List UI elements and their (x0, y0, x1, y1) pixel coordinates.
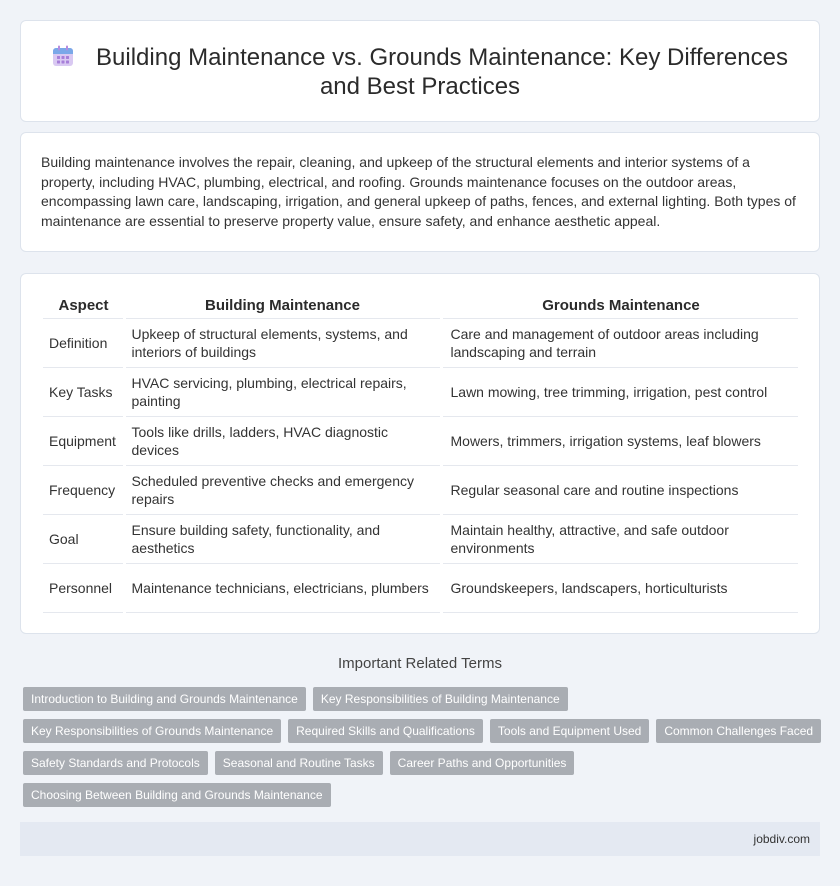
table-header-row (43, 294, 798, 318)
row-aspect: Frequency (43, 465, 124, 514)
row-grounds: Maintain healthy, attractive, and safe outdoor environments (441, 514, 798, 563)
intro-text: Building maintenance involves the repair, cleaning, and upkeep of the structural elements and interior systems of a property, including HVAC, plumbing, electrical, and roofing. Grounds maintenance focuses on the outdoor areas, encompassing lawn care, landscaping, irrigation, and general upkeep of paths, fences, and external lighting. Both types of maintenance are essential to preserve property value, ensure safety, and enhance aesthetic appeal. (41, 154, 796, 229)
related-term-tag[interactable]: Required Skills and Qualifications (288, 719, 483, 743)
tag-row (23, 783, 823, 807)
row-building: Scheduled preventive checks and emergency repairs (124, 465, 441, 514)
tag-row (23, 751, 823, 775)
row-building: Tools like drills, ladders, HVAC diagnostic devices (124, 416, 441, 465)
row-grounds: Groundskeepers, landscapers, horticulturists (441, 563, 798, 612)
row-building: HVAC servicing, plumbing, electrical repairs, painting (124, 367, 441, 416)
tag-row (23, 687, 823, 711)
related-term-tag[interactable]: Common Challenges Faced (656, 719, 821, 743)
header-building: Building Maintenance (124, 294, 441, 318)
comparison-table (43, 294, 798, 613)
related-term-tag[interactable]: Career Paths and Opportunities (390, 751, 575, 775)
row-grounds: Regular seasonal care and routine inspections (441, 465, 798, 514)
row-aspect: Personnel (43, 563, 124, 612)
related-term-tag[interactable]: Choosing Between Building and Grounds Maintenance (23, 783, 331, 807)
row-building: Ensure building safety, functionality, and aesthetics (124, 514, 441, 563)
intro-card (20, 132, 820, 252)
related-term-tag[interactable]: Tools and Equipment Used (490, 719, 649, 743)
table-row (43, 367, 798, 416)
row-aspect: Goal (43, 514, 124, 563)
related-term-tag[interactable]: Safety Standards and Protocols (23, 751, 208, 775)
table-row (43, 514, 798, 563)
related-terms-list (23, 687, 823, 815)
row-aspect: Equipment (43, 416, 124, 465)
footer-site-link[interactable]: jobdiv.com (753, 832, 810, 846)
related-term-tag[interactable]: Seasonal and Routine Tasks (215, 751, 383, 775)
row-building: Maintenance technicians, electricians, plumbers (124, 563, 441, 612)
title-line-1: Building Maintenance vs. Grounds Maintenance: Key Differences (96, 44, 788, 71)
comparison-table-card (20, 273, 820, 634)
footer (20, 822, 820, 856)
row-aspect: Key Tasks (43, 367, 124, 416)
header-card (20, 20, 820, 122)
row-grounds: Lawn mowing, tree trimming, irrigation, pest control (441, 367, 798, 416)
table-row (43, 416, 798, 465)
table-row (43, 563, 798, 612)
tag-row (23, 719, 823, 743)
related-term-tag[interactable]: Key Responsibilities of Building Maintenance (313, 687, 568, 711)
header-grounds: Grounds Maintenance (441, 294, 798, 318)
table-row (43, 465, 798, 514)
table-row (43, 318, 798, 367)
related-terms-title: Important Related Terms (338, 655, 502, 672)
page-title (21, 43, 819, 101)
row-aspect: Definition (43, 318, 124, 367)
row-grounds: Mowers, trimmers, irrigation systems, leaf blowers (441, 416, 798, 465)
calendar-icon (52, 45, 74, 67)
row-grounds: Care and management of outdoor areas including landscaping and terrain (441, 318, 798, 367)
row-building: Upkeep of structural elements, systems, and interiors of buildings (124, 318, 441, 367)
related-term-tag[interactable]: Introduction to Building and Grounds Maintenance (23, 687, 306, 711)
header-aspect: Aspect (43, 294, 124, 318)
related-term-tag[interactable]: Key Responsibilities of Grounds Maintenance (23, 719, 281, 743)
title-line-2: and Best Practices (319, 73, 521, 100)
